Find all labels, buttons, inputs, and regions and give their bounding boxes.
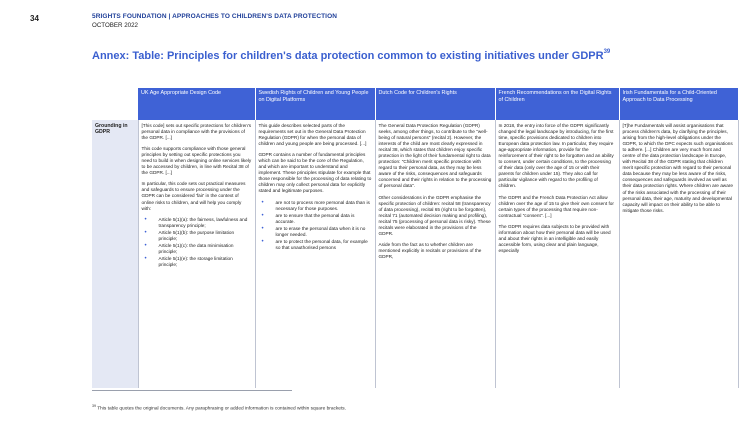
column-header-sweden: Swedish Rights of Children and Young People on Digital Platforms [255, 88, 375, 120]
cell-sweden [255, 120, 375, 388]
list-item: • Article 5(1)(e): the storage limitation principle; [159, 256, 252, 268]
column-header-ireland: Irish Fundamentals for a Child-Oriented Approach to Data Processing [619, 88, 738, 120]
table-row [92, 120, 738, 388]
list-item: • Article 5(1)(b): the purpose limitation principle; [159, 230, 252, 242]
footnote-text: This table quotes the original documents. Any paraphrasing or added information is contained within square brackets. [97, 406, 347, 412]
cell-paragraph: Aside from the fact as to whether children are mentioned explicitly in recitals or provisions of the GDPR, [378, 241, 482, 259]
cell-paragraph: This code supports compliance with those general principles by setting out specific protections you need to build in when designing online services likely to be accessed by children, in line with Recital 38 of the GDPR. [...] [141, 146, 252, 176]
cell-paragraph: The GDPR requires data subjects to be provided with information about how their personal data will be used and about their rights in an intelligible and easily accessible form, using clear and plain language, especially [498, 223, 611, 253]
cell-france [495, 120, 619, 388]
running-header-date: OCTOBER 2022 [92, 22, 138, 29]
footnote-number: 39 [92, 404, 96, 408]
bullet-list [259, 200, 372, 251]
list-item: • are not to process more personal data than is necessary for those purposes. [276, 200, 372, 212]
title-footnote-ref: 39 [603, 49, 611, 55]
cell-paragraph: The GDPR and the French Data Protection Act allow children over the age of 15 to give their own consent for certain types of the processing that require non-contractual "consent". [...] [498, 194, 614, 218]
cell-paragraph: This guide describes selected parts of the requirements set out in the General Data Protection Regulation (GDPR) for when the personal data of children and young people are being processed. [...] [258, 123, 367, 147]
cell-paragraph: The General Data Protection Regulation (GDPR) seeks, among other things, to contribute to the "well-being of natural persons" (recital 2). However, the interests of the child are most clearly expressed in recital 38, which states that children enjoy specific protection in the light of their fundamental right to data protection: "Children merit specific protection with regard to their personal data, as they may be less aware of the risks, consequences and safeguards concerned and their rights in relation to the processing of personal data". [378, 123, 492, 189]
annex-title-text: Annex: Table: Principles for children's data protection common to existing initiatives under GDPR [92, 50, 604, 62]
cell-paragraph: [T]he Fundamentals will assist organisations that process children's data, by clarifying the principles, arising from the high-level obligations under the GDPR, to which the DPC expects such organisations to adhere. [...] Children are very much front and centre of the data protection landscape in Europe, with Recital 38 of the GDPR stating that children merit specific protection with regard to their personal data because they may be less aware of the risks, consequences and safeguards involved as well as their data protection rights. Where children are aware of the risks associated with the processing of their personal data, their age, maturity and developmental capacity will impact on their ability to be able to mitigate those risks. [622, 123, 733, 213]
principles-table [92, 88, 739, 388]
table-header-row [92, 88, 738, 120]
column-header-uk: UK Age Appropriate Design Code [138, 88, 255, 120]
footnote-divider [92, 390, 292, 391]
column-header-netherlands: Dutch Code for Children's Rights [375, 88, 495, 120]
list-item: • Article 5(1)(c): the data minimisation principle; [159, 243, 252, 255]
list-item: • Article 5(1)(a): the fairness, lawfulness and transparency principle; [159, 217, 252, 229]
cell-paragraph: In 2018, the entry into force of the GDPR significantly changed the legal landscape by introducing, for the first time, specific provisions dedicated to children into European data protection law. In particular, they require age-appropriate information, provide for the reinforcement of their right to be forgotten and an ability to consent, under certain conditions, to the processing of their data (only over the age of 15 or with their parents for children under 15). They also call for particular vigilance with regard to the profiling of children. [498, 123, 614, 189]
annex-table-title [92, 50, 610, 62]
page-number: 34 [30, 14, 39, 23]
running-header-title: 5RIGHTS FOUNDATION | APPROACHES TO CHILDREN'S DATA PROTECTION [92, 13, 338, 20]
footnote [92, 404, 346, 412]
bullet-list [142, 217, 252, 268]
cell-paragraph: GDPR contains a number of fundamental principles which can be said to be the core of the Regulation, and which are important to understand and implement. These principles stipulate for example that those responsible for the processing of data relating to children may only collect personal data for explicitly stated and legitimate purposes. [258, 152, 372, 194]
list-item: • are to protect the personal data, for example so that unauthorised persons [276, 239, 372, 251]
cell-uk [138, 120, 255, 388]
cell-paragraph: In particular, this code sets out practical measures and safeguards to ensure processing under the GDPR can be considered 'fair' in the context of online risks to children, and will help you comply with: [141, 181, 246, 211]
cell-paragraph: Other considerations in the GDPR emphasise the specific protection of children: recital 58 (transparency of data processing), recital 65 (right to be forgotten), recital 71 (automated decision making and profiling), recital 75 (processing of personal data is risky). These recitals were elaborated in the provisions of the GDPR. [378, 194, 491, 236]
column-header-france: French Recommendations on the Digital Rights of Children [495, 88, 619, 120]
list-item: • are to erase the personal data when it is no longer needed. [276, 226, 372, 238]
row-label-grounding-in-gdpr: Grounding in GDPR [92, 120, 138, 388]
header-corner-cell [92, 88, 138, 120]
cell-netherlands [375, 120, 495, 388]
cell-ireland [619, 120, 738, 388]
cell-paragraph: [This code] sets out specific protections for children's personal data in compliance with the provisions of the GDPR. [...] [141, 123, 252, 141]
list-item: • are to ensure that the personal data is accurate. [276, 213, 372, 225]
